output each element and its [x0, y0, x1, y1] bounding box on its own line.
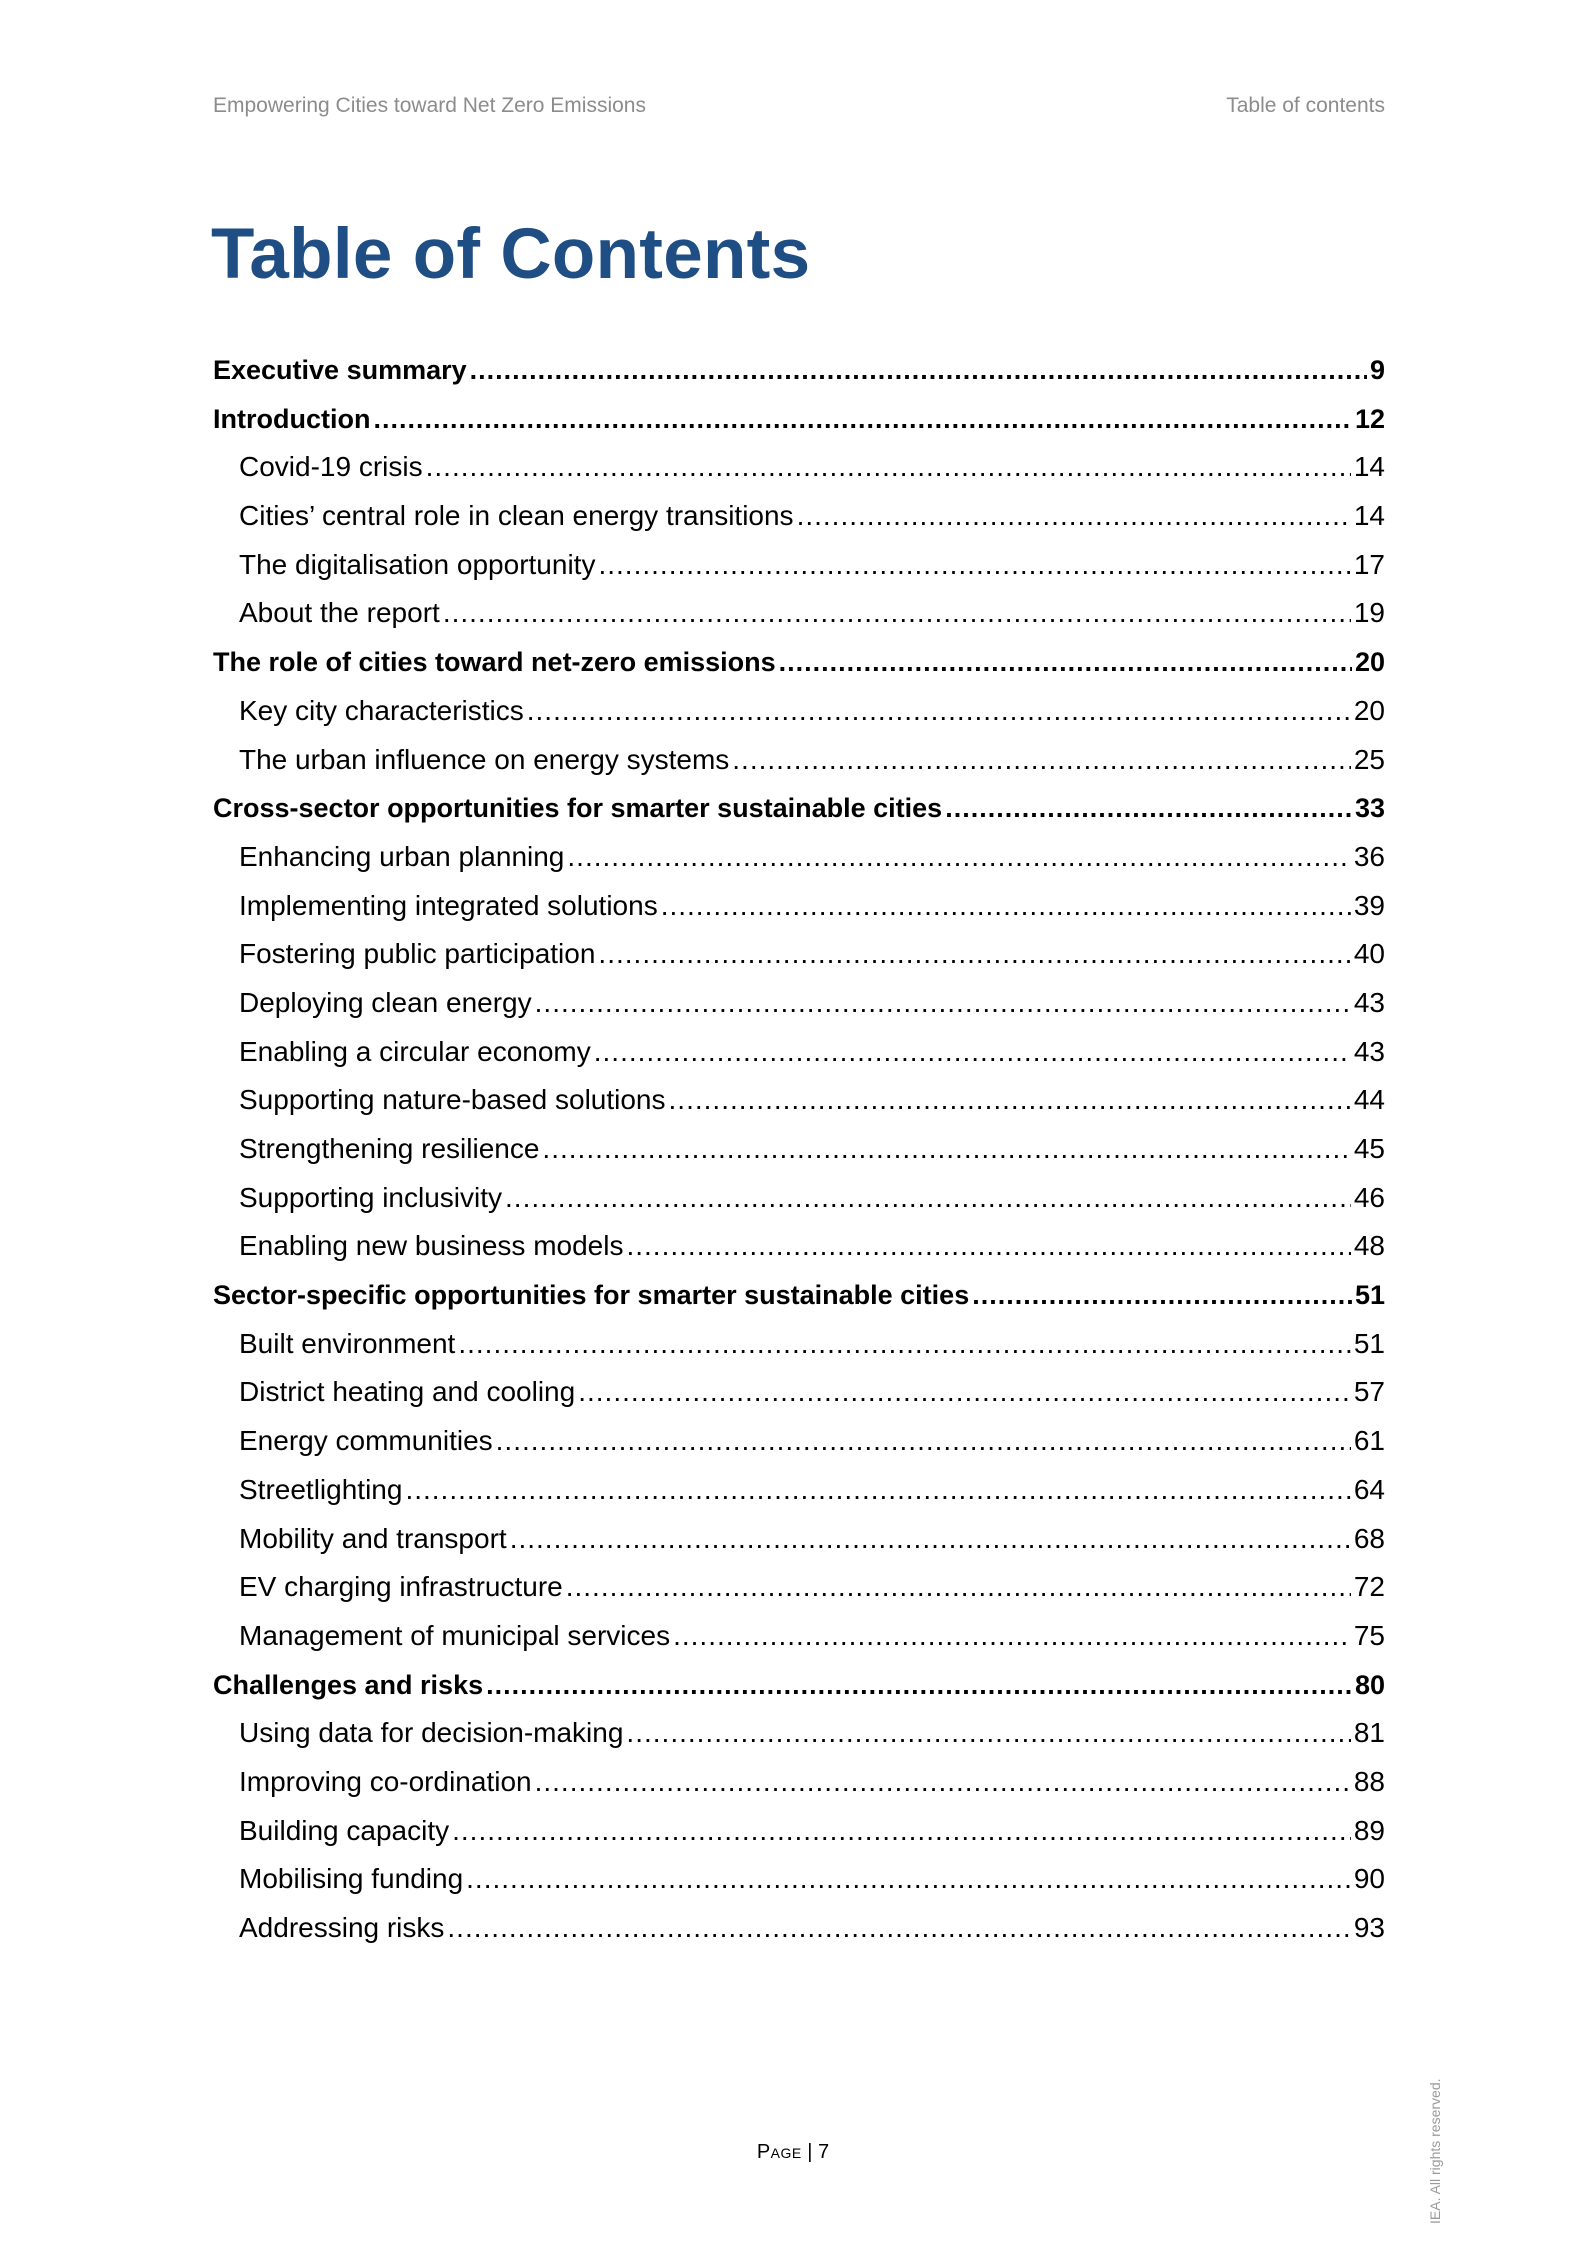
toc-entry-label: The digitalisation opportunity	[239, 548, 596, 580]
toc-entry-label: Strengthening resilience	[239, 1133, 540, 1164]
toc-dot-leader	[466, 1855, 1351, 1904]
toc-section-entry[interactable]	[213, 638, 1385, 687]
toc-subsection-entry[interactable]	[213, 492, 1385, 541]
toc-entry-label: Addressing risks	[239, 1912, 445, 1943]
toc-subsection-entry[interactable]	[213, 443, 1385, 492]
toc-page-number: 48	[1353, 1230, 1385, 1262]
toc-subsection-entry[interactable]	[213, 589, 1385, 638]
toc-dot-leader	[426, 443, 1351, 492]
toc-subsection-entry[interactable]	[213, 1563, 1385, 1612]
toc-dot-leader	[496, 1417, 1351, 1466]
toc-subsection-entry[interactable]	[213, 541, 1385, 590]
toc-subsection-entry[interactable]	[213, 1174, 1385, 1223]
toc-page-number: 68	[1353, 1522, 1385, 1554]
toc-entry-label: Cross-sector opportunities for smarter sustainable cities	[213, 793, 943, 824]
toc-entry-label: Enhancing urban planning	[239, 840, 565, 872]
toc-dot-leader	[443, 589, 1351, 638]
toc-dot-leader	[535, 1758, 1351, 1807]
running-header	[213, 94, 1385, 118]
toc-entry-label: Mobility and transport	[239, 1522, 507, 1554]
toc-dot-leader	[505, 1174, 1351, 1223]
toc-dot-leader	[542, 1125, 1350, 1174]
toc-dot-leader	[598, 930, 1350, 979]
toc-dot-leader	[567, 833, 1350, 882]
toc-dot-leader	[626, 1709, 1350, 1758]
toc-entry-label: Enabling new business models	[239, 1230, 624, 1262]
table-of-contents	[213, 346, 1385, 1953]
toc-page-number: 43	[1353, 986, 1385, 1018]
toc-page-number: 20	[1354, 647, 1385, 678]
toc-page-number: 90	[1353, 1863, 1385, 1895]
toc-subsection-entry[interactable]	[213, 687, 1385, 736]
toc-entry-label: Covid-19 crisis	[239, 451, 423, 483]
toc-dot-leader	[626, 1222, 1350, 1271]
toc-dot-leader	[669, 1076, 1351, 1125]
toc-entry-label: Management of municipal services	[239, 1619, 671, 1651]
toc-dot-leader	[598, 541, 1350, 590]
header-document-title: Empowering Cities toward Net Zero Emissions	[213, 94, 646, 117]
toc-entry-label: Deploying clean energy	[239, 986, 532, 1018]
toc-page-number: 9	[1369, 355, 1385, 385]
toc-dot-leader	[972, 1271, 1352, 1320]
toc-entry-label: Energy communities	[239, 1425, 493, 1457]
copyright-notice: IEA. All rights reserved.	[1427, 2078, 1443, 2224]
toc-section-entry[interactable]	[213, 395, 1385, 444]
toc-section-entry[interactable]	[213, 1271, 1385, 1320]
toc-entry-label: Building capacity	[239, 1814, 450, 1846]
toc-dot-leader	[594, 1028, 1351, 1077]
toc-page-number: 43	[1353, 1035, 1385, 1067]
page-footer	[0, 2141, 1586, 2164]
toc-page-number: 33	[1354, 793, 1385, 824]
toc-page-number: 17	[1353, 548, 1385, 580]
toc-page-number: 51	[1353, 1327, 1385, 1359]
toc-subsection-entry[interactable]	[213, 1758, 1385, 1807]
toc-page-number: 57	[1353, 1376, 1385, 1408]
toc-page-number: 64	[1353, 1473, 1385, 1505]
toc-dot-leader	[779, 638, 1352, 687]
toc-page-number: 72	[1353, 1571, 1385, 1603]
toc-entry-label: Fostering public participation	[239, 938, 596, 970]
page-title: Table of Contents	[211, 215, 811, 294]
toc-subsection-entry[interactable]	[213, 1612, 1385, 1661]
toc-entry-label: Key city characteristics	[239, 694, 524, 726]
toc-entry-label: Built environment	[239, 1327, 456, 1359]
toc-dot-leader	[566, 1563, 1351, 1612]
toc-subsection-entry[interactable]	[213, 1222, 1385, 1271]
toc-subsection-entry[interactable]	[213, 1320, 1385, 1369]
toc-page-number: 80	[1354, 1669, 1385, 1700]
toc-page-number: 45	[1353, 1133, 1385, 1164]
toc-entry-label: Introduction	[213, 403, 371, 434]
toc-entry-label: The urban influence on energy systems	[239, 743, 730, 775]
toc-dot-leader	[527, 687, 1351, 736]
toc-page-number: 61	[1353, 1425, 1385, 1457]
toc-subsection-entry[interactable]	[213, 1076, 1385, 1125]
toc-page-number: 36	[1353, 840, 1385, 872]
toc-page-number: 88	[1353, 1765, 1385, 1797]
toc-dot-leader	[373, 395, 1351, 444]
toc-page-number: 89	[1353, 1814, 1385, 1846]
toc-page-number: 93	[1353, 1912, 1385, 1943]
toc-dot-leader	[405, 1466, 1350, 1515]
page-label: Page	[756, 2141, 802, 2163]
toc-page-number: 39	[1353, 889, 1385, 921]
toc-page-number: 14	[1353, 500, 1385, 532]
toc-subsection-entry[interactable]	[213, 1466, 1385, 1515]
toc-subsection-entry[interactable]	[213, 1709, 1385, 1758]
toc-entry-label: Sector-specific opportunities for smarter sustainable cities	[213, 1280, 970, 1311]
toc-dot-leader	[486, 1661, 1352, 1710]
toc-dot-leader	[578, 1368, 1351, 1417]
toc-dot-leader	[447, 1904, 1350, 1953]
toc-page-number: 75	[1353, 1619, 1385, 1651]
toc-dot-leader	[510, 1515, 1351, 1564]
toc-entry-label: Cities’ central role in clean energy transitions	[239, 500, 794, 532]
toc-subsection-entry[interactable]	[213, 930, 1385, 979]
toc-dot-leader	[661, 882, 1351, 931]
toc-page-number: 40	[1353, 938, 1385, 970]
toc-entry-label: Supporting inclusivity	[239, 1181, 503, 1213]
toc-page-number: 51	[1354, 1280, 1385, 1311]
toc-subsection-entry[interactable]	[213, 882, 1385, 931]
toc-section-entry[interactable]	[213, 784, 1385, 833]
toc-dot-leader	[458, 1320, 1351, 1369]
toc-subsection-entry[interactable]	[213, 1515, 1385, 1564]
toc-section-entry[interactable]	[213, 1661, 1385, 1710]
toc-page-number: 46	[1353, 1181, 1385, 1213]
toc-page-number: 81	[1353, 1717, 1385, 1749]
toc-entry-label: Using data for decision-making	[239, 1717, 624, 1749]
toc-page-number: 19	[1353, 597, 1385, 629]
toc-dot-leader	[797, 492, 1351, 541]
toc-entry-label: Streetlighting	[239, 1473, 403, 1505]
toc-entry-label: Improving co-ordination	[239, 1765, 532, 1797]
header-section-title: Table of contents	[1226, 94, 1385, 117]
toc-page-number: 44	[1353, 1084, 1385, 1116]
toc-page-number: 25	[1353, 743, 1385, 775]
toc-dot-leader	[673, 1612, 1351, 1661]
toc-entry-label: Implementing integrated solutions	[239, 889, 658, 921]
toc-subsection-entry[interactable]	[213, 1807, 1385, 1856]
toc-entry-label: The role of cities toward net-zero emissions	[213, 647, 776, 678]
toc-page-number: 20	[1353, 694, 1385, 726]
toc-subsection-entry[interactable]	[213, 979, 1385, 1028]
toc-subsection-entry[interactable]	[213, 1904, 1385, 1953]
toc-section-entry[interactable]	[213, 346, 1385, 395]
toc-entry-label: EV charging infrastructure	[239, 1571, 563, 1603]
toc-entry-label: Mobilising funding	[239, 1863, 464, 1895]
toc-dot-leader	[945, 784, 1352, 833]
toc-entry-label: District heating and cooling	[239, 1376, 576, 1408]
page-separator: |	[807, 2141, 813, 2163]
toc-page-number: 14	[1353, 451, 1385, 483]
toc-subsection-entry[interactable]	[213, 1028, 1385, 1077]
toc-entry-label: Supporting nature-based solutions	[239, 1084, 666, 1116]
toc-entry-label: Challenges and risks	[213, 1669, 484, 1700]
toc-subsection-entry[interactable]	[213, 833, 1385, 882]
toc-page-number: 12	[1354, 403, 1385, 434]
toc-dot-leader	[470, 346, 1367, 395]
toc-subsection-entry[interactable]	[213, 1417, 1385, 1466]
toc-dot-leader	[732, 736, 1351, 785]
page-number: 7	[818, 2141, 830, 2163]
toc-entry-label: Executive summary	[213, 355, 467, 385]
toc-subsection-entry[interactable]	[213, 736, 1385, 785]
toc-subsection-entry[interactable]	[213, 1368, 1385, 1417]
toc-entry-label: About the report	[239, 597, 440, 629]
toc-dot-leader	[535, 979, 1351, 1028]
toc-subsection-entry[interactable]	[213, 1855, 1385, 1904]
toc-dot-leader	[452, 1807, 1351, 1856]
toc-entry-label: Enabling a circular economy	[239, 1035, 591, 1067]
toc-subsection-entry[interactable]	[213, 1125, 1385, 1174]
